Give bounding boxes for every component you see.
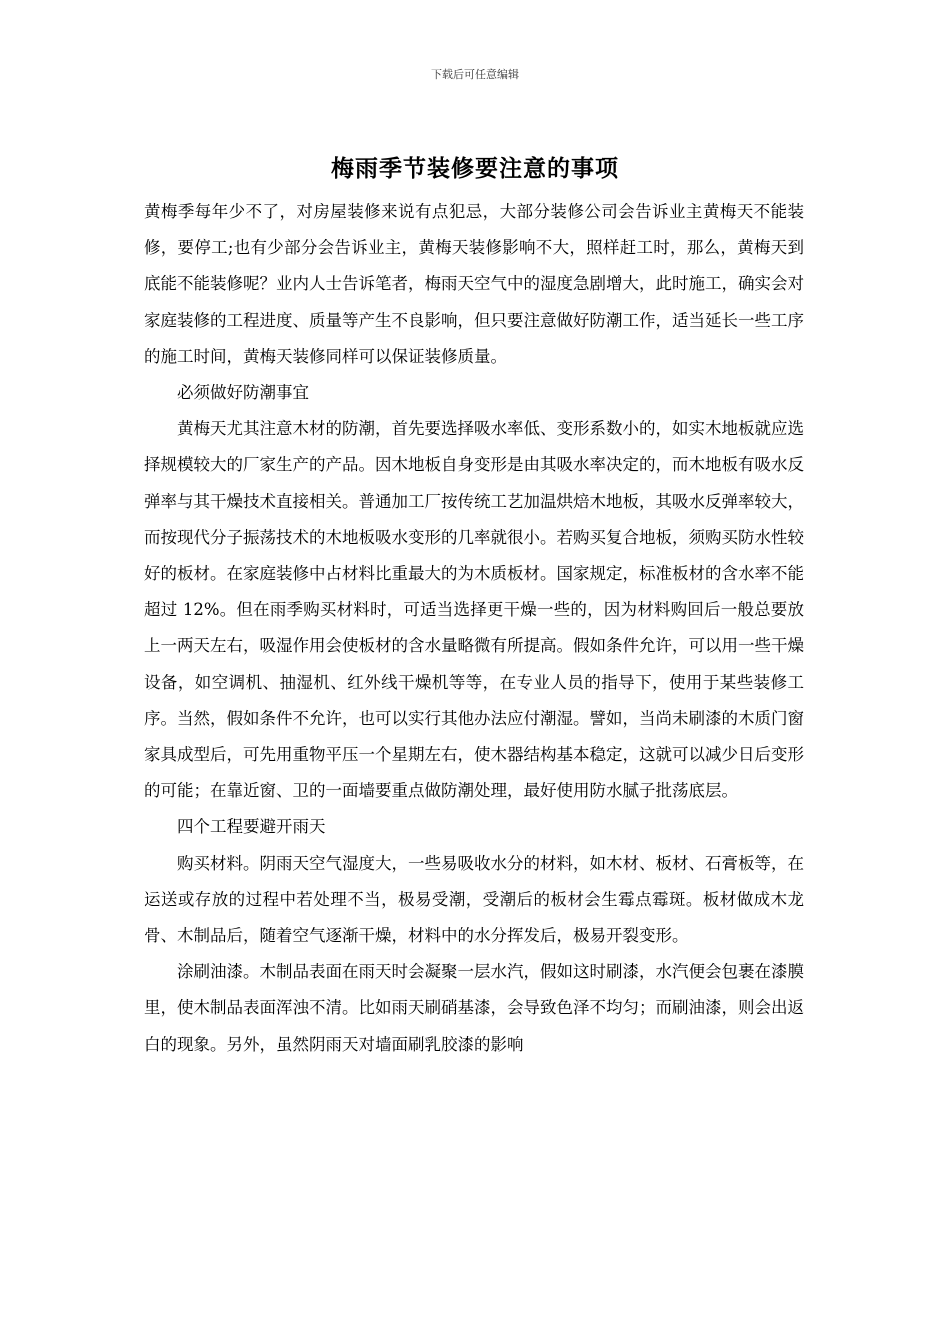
document-title: 梅雨季节装修要注意的事项 (331, 155, 619, 182)
painting-paragraph: 涂刷油漆。木制品表面在雨天时会凝聚一层水汽，假如这时刷漆，水汽便会包裹在漆膜里，使木制品表面浑浊不清。比如雨天刷硝基漆，会导致色泽不均匀；而刷油漆，则会出返白的现象。另外，虽然阴雨天对墙面刷乳胶漆的影响 (144, 962, 804, 1054)
intro-paragraph: 黄梅季每年少不了，对房屋装修来说有点犯忌，大部分装修公司会告诉业主黄梅天不能装修，要停工;也有少部分会告诉业主，黄梅天装修影响不大，照样赶工时，那么，黄梅天到底能不能装修呢？业内人士告诉笔者，梅雨天空气中的湿度急剧增大，此时施工，确实会对家庭装修的工程进度、质量等产生不良影响，但只要注意做好防潮工作，适当延长一些工序的施工时间，黄梅天装修同样可以保证装修质量。 (144, 202, 804, 366)
header-note: 下载后可任意编辑 (431, 68, 519, 81)
section-heading-rain: 四个工程要避开雨天 (177, 817, 326, 837)
document-body (144, 194, 804, 1063)
moisture-paragraph: 黄梅天尤其注意木材的防潮，首先要选择吸水率低、变形系数小的，如实木地板就应选择规模较大的厂家生产的产品。因木地板自身变形是由其吸水率决定的，而木地板有吸水反弹率与其干燥技术直接相关。普通加工厂按传统工艺加温烘焙木地板，其吸水反弹率较大，而按现代分子振荡技术的木地板吸水变形的几率就很小。若购买复合地板，须购买防水性较好的板材。在家庭装修中占材料比重最大的为木质板材。国家规定，标准板材的含水率不能超过 12%。但在雨季购买材料时，可适当选择更干燥一些的，因为材料购回后一般总要放上一两天左右，吸湿作用会使板材的含水量略微有所提高。假如条件允许，可以用一些干燥设备，如空调机、抽湿机、红外线干燥机等等，在专业人员的指导下，使用于某些装修工序。当然，假如条件不允许，也可以实行其他办法应付潮湿。譬如，当尚未刷漆的木质门窗家具成型后，可先用重物平压一个星期左右，使木器结构基本稳定，这就可以减少日后变形的可能；在靠近窗、卫的一面墙要重点做防潮处理，最好使用防水腻子批荡底层。 (144, 419, 804, 801)
materials-paragraph: 购买材料。阴雨天空气湿度大，一些易吸收水分的材料，如木材、板材、石膏板等，在运送或存放的过程中若处理不当，极易受潮，受潮后的板材会生霉点霉斑。板材做成木龙骨、木制品后，随着空气逐渐干燥，材料中的水分挥发后，极易开裂变形。 (144, 853, 804, 946)
section-heading-moisture: 必须做好防潮事宜 (177, 383, 309, 403)
